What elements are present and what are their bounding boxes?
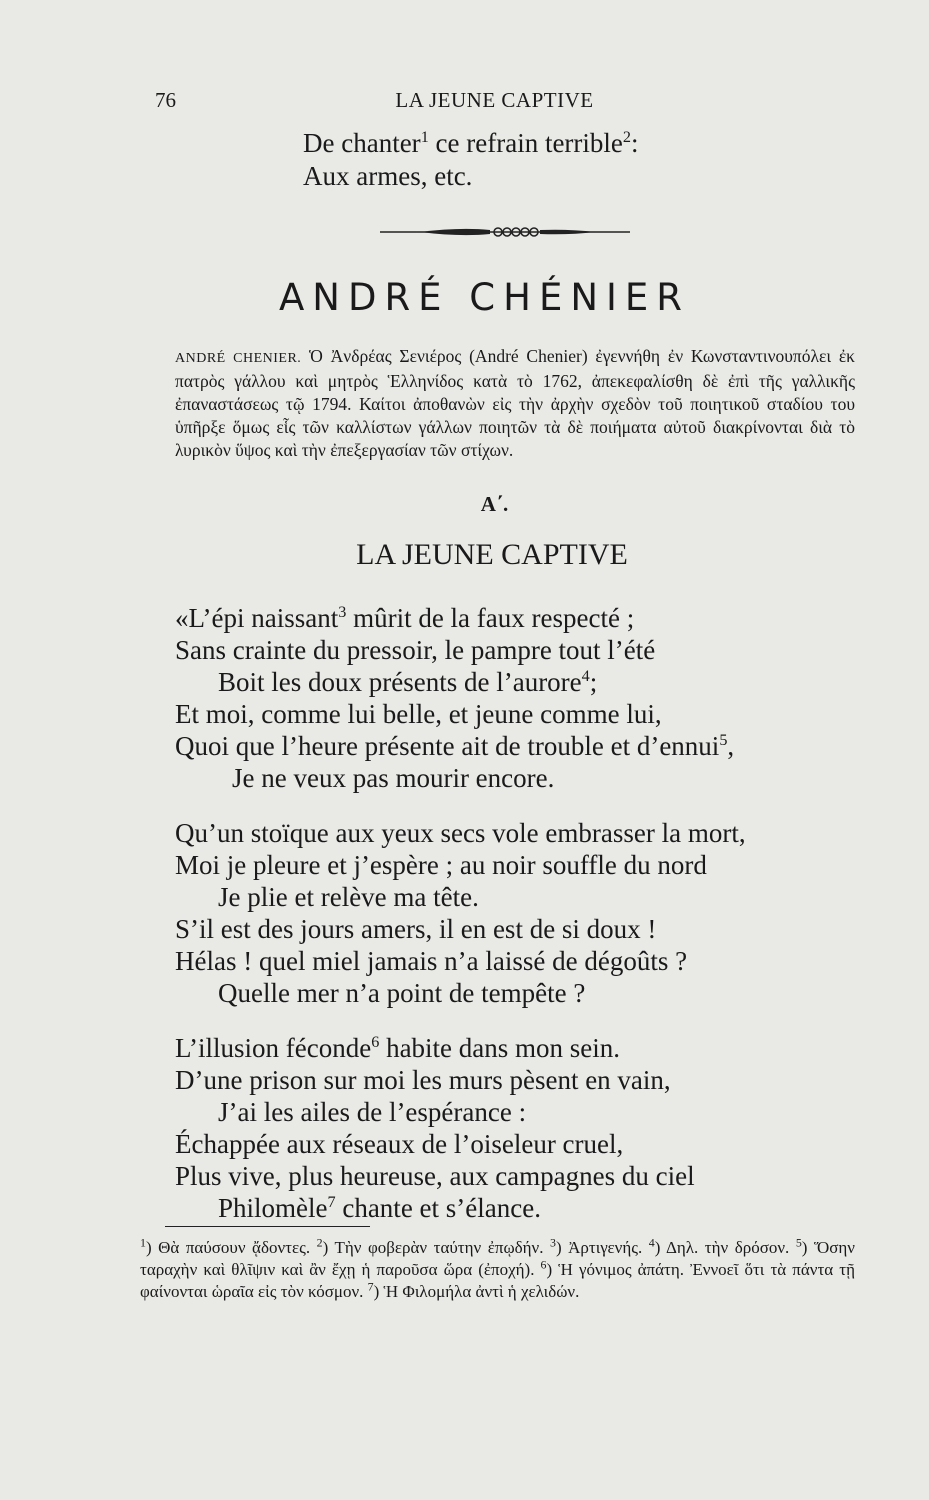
section-label: Α΄. bbox=[480, 492, 509, 516]
footnote-ref: 6 bbox=[371, 1033, 380, 1051]
author-title: ANDRÉ CHÉNIER bbox=[278, 276, 691, 319]
footnote-ref: 5 bbox=[719, 731, 728, 749]
footnote-text: Θὰ παύσουν ᾄδοντες. bbox=[151, 1238, 317, 1257]
footnote-number: 5 bbox=[795, 1235, 802, 1250]
footnote-text: Ἡ γόνιμος ἀπάτη. Ἐννοεῖ ὅτι τὰ πάντα τῇ φαίνονται ὡραῖα εἰς τὸν κόσμον. bbox=[140, 1260, 855, 1301]
footnote-ref: 3 bbox=[338, 603, 347, 621]
footnote-number: 1 bbox=[140, 1235, 146, 1250]
footnote-ref: 4 bbox=[581, 667, 590, 685]
verse-text: Quoi que l’heure présente ait de trouble et d’ennui bbox=[175, 731, 720, 761]
footnote-text: Ἡ Φιλομήλα ἀντὶ ἡ χελιδών. bbox=[379, 1282, 580, 1301]
verse-line: J’ai les ailes de l’espérance : bbox=[218, 1097, 527, 1127]
bio-author-name: ANDRÉ CHENIER. bbox=[175, 351, 302, 366]
intro-text: De chanter bbox=[303, 128, 421, 158]
intro-line-1 bbox=[303, 128, 639, 159]
verse-line: Sans crainte du pressoir, le pampre tout l’été bbox=[175, 635, 656, 665]
author-biography bbox=[175, 345, 855, 462]
poem-title: LA JEUNE CAPTIVE bbox=[356, 538, 628, 571]
footnote-ref: 7 bbox=[327, 1193, 336, 1211]
intro-line-2: Aux armes, etc. bbox=[303, 161, 473, 191]
verse-line bbox=[175, 1033, 620, 1064]
verse-line: Qu’un stoïque aux yeux secs vole embrasser la mort, bbox=[175, 818, 746, 848]
footnote-number: 6 bbox=[540, 1257, 547, 1272]
verse-line bbox=[175, 603, 634, 634]
verse-text: ; bbox=[589, 667, 598, 697]
verse-line: Et moi, comme lui belle, et jeune comme lui, bbox=[175, 699, 662, 729]
verse-line: Moi je pleure et j’espère ; au noir souffle du nord bbox=[175, 850, 707, 880]
footnote-ref: 1 bbox=[420, 128, 429, 146]
footnote-divider bbox=[165, 1226, 370, 1227]
verse-text: chante et s’élance. bbox=[335, 1193, 541, 1223]
footnote-number: 3 bbox=[549, 1235, 556, 1250]
verse-line: Quelle mer n’a point de tempête ? bbox=[218, 978, 586, 1008]
intro-text: : bbox=[631, 128, 639, 158]
verse-text: mûrit de la faux respecté ; bbox=[346, 603, 635, 633]
verse-line bbox=[175, 731, 734, 762]
verse-line: D’une prison sur moi les murs pèsent en vain, bbox=[175, 1065, 671, 1095]
verse-line: Hélas ! quel miel jamais n’a laissé de dégoûts ? bbox=[175, 946, 688, 976]
verse-text: habite dans mon sein. bbox=[379, 1033, 621, 1063]
running-title: LA JEUNE CAPTIVE bbox=[395, 88, 594, 112]
page-number: 76 bbox=[155, 88, 176, 112]
verse-line: S’il est des jours amers, il en est de si doux ! bbox=[175, 914, 657, 944]
verse-text: «L’épi naissant bbox=[175, 603, 339, 633]
verse-text: L’illusion féconde bbox=[175, 1033, 372, 1063]
verse-line: Je ne veux pas mourir encore. bbox=[232, 763, 555, 793]
footnote-text: Τὴν φοβερὰν ταύτην ἐπῳδήν. bbox=[328, 1238, 550, 1257]
verse-line bbox=[218, 667, 597, 698]
footnote-number: 7 bbox=[367, 1279, 374, 1294]
verse-line: Je plie et relève ma tête. bbox=[218, 882, 479, 912]
verse-line: Échappée aux réseaux de l’oiseleur cruel, bbox=[175, 1129, 624, 1159]
footnote-text: Ἀρτιγενής. bbox=[561, 1238, 649, 1257]
footnote-number: 2 bbox=[316, 1235, 323, 1250]
verse-text: Boit les doux présents de l’aurore bbox=[218, 667, 582, 697]
footnote-ref: 2 bbox=[622, 128, 631, 146]
footnote-text: Δηλ. τὴν δρόσον. bbox=[660, 1238, 796, 1257]
bio-text: Ὁ Ἀνδρέας Σενιέρος (André Chenier) ἐγεννήθη ἐν Κωνσταντινουπόλει ἐκ πατρὸς γάλλου καὶ μητρὸς Ἑλληνίδος κατὰ τὸ 1762, ἀπεκεφαλίσθη δὲ ἐπὶ τῆς γαλλικῆς ἐπαναστάσεως τῷ 1794. Καίτοι ἀποθανὼν εἰς τὴν ἀρχὴν σχεδὸν τοῦ ποιητικοῦ σταδίου του ὑπῆρξε ὅμως εἷς τῶν καλλίστων γάλλων ποιητῶν τὰ δὲ ποιήματα αὐτοῦ διακρίνονται διὰ τὸ λυρικὸν ὕψος καὶ τὴν ἐπεξεργασίαν τῶν στίχων. bbox=[175, 346, 855, 460]
decorative-rule-ornament bbox=[380, 226, 630, 238]
verse-text: Philomèle bbox=[218, 1193, 328, 1223]
footnote-text: Ὅσην ταραχὴν καὶ θλῖψιν καὶ ἂν ἔχῃ ἡ παροῦσα ὥρα (ἐποχή). bbox=[140, 1238, 855, 1279]
intro-text: ce refrain terrible bbox=[428, 128, 623, 158]
verse-line bbox=[218, 1193, 541, 1224]
footnote-number: 4 bbox=[648, 1235, 655, 1250]
verse-text: , bbox=[727, 731, 735, 761]
footnotes: $^1$) Θὰ παύσουν ᾄδοντες. $^2$) Τὴν φοβερὰν ταύτην ἐπῳδήν. $^3$) Ἀρτιγενής. $^4$) Δηλ. τὴν δρόσον. $^5$) Ὅσην ταραχὴν καὶ θλῖψιν καὶ ἂν ἔχῃ ἡ παροῦσα ὥρα (ἐποχή). $^6$) Ἡ γόνιμος ἀπάτη. Ἐννοεῖ ὅτι τὰ πάντα τῇ φαίνονται ὡραῖα εἰς τὸν κόσμον. $^7$) Ἡ Φιλομήλα ἀντὶ ἡ χελιδών. bbox=[140, 1235, 855, 1301]
verse-line: Plus vive, plus heureuse, aux campagnes du ciel bbox=[175, 1161, 695, 1191]
